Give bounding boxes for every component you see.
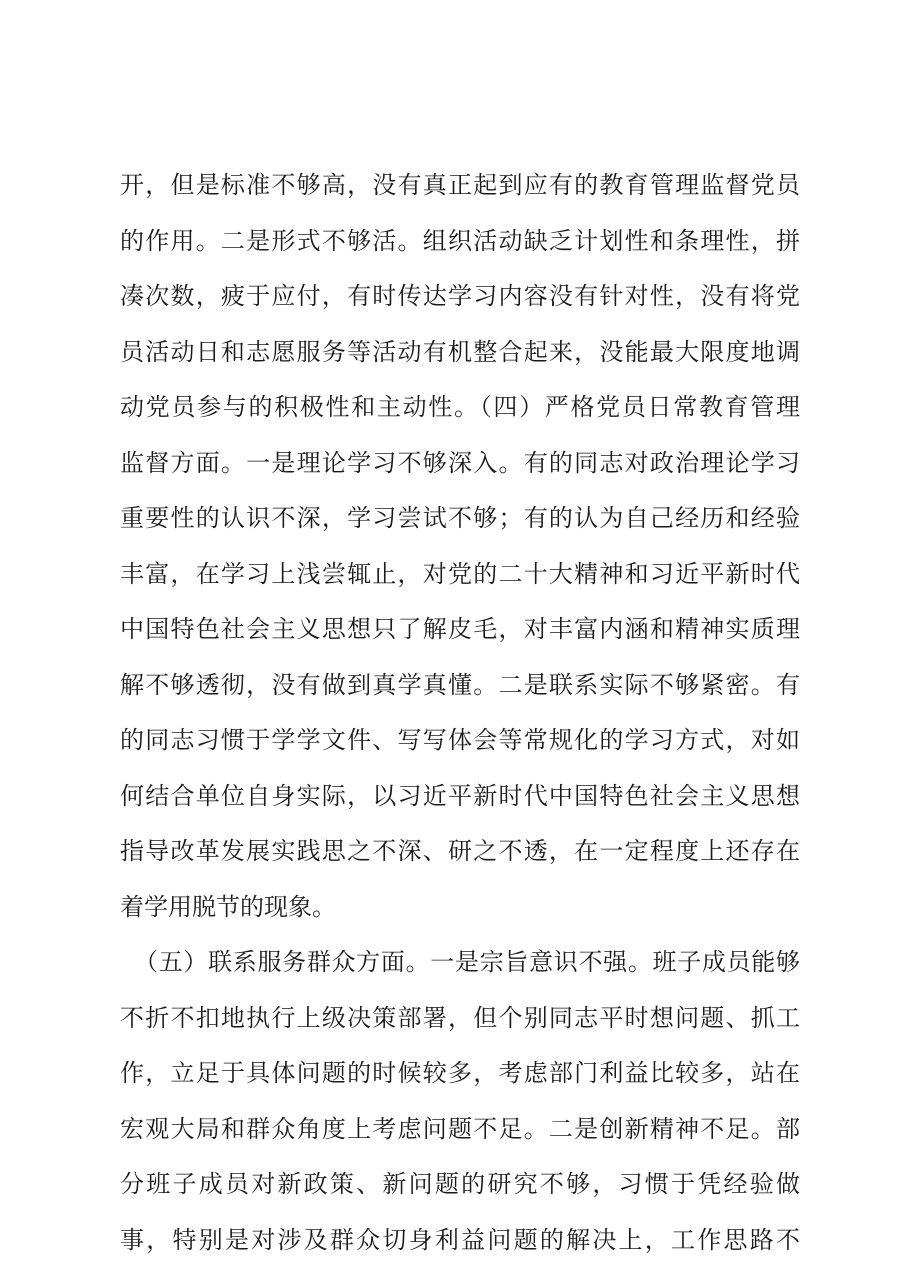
- text-line: 的同志习惯于学学文件、写写体会等常规化的学习方式，对如: [120, 726, 800, 754]
- text-line: 丰富，在学习上浅尝辄止，对党的二十大精神和习近平新时代: [120, 559, 800, 588]
- text-line: 解不够透彻，没有做到真学真懂。二是联系实际不够紧密。有: [120, 670, 800, 699]
- text-line: 中国特色社会主义思想只了解皮毛，对丰富内涵和精神实质理: [120, 615, 800, 643]
- text-line: 动党员参与的积极性和主动性。（四）严格党员日常教育管理: [120, 393, 800, 421]
- text-line: 的作用。二是形式不够活。组织活动缺乏计划性和条理性，拼: [120, 226, 800, 255]
- text-line: 开，但是标准不够高，没有真正起到应有的教育管理监督党员: [120, 171, 800, 199]
- text-line: 监督方面。一是理论学习不够深入。有的同志对政治理论学习: [120, 448, 800, 477]
- text-line: 不折不扣地执行上级决策部署，但个别同志平时想问题、抓工: [120, 1003, 800, 1032]
- text-line: 员活动日和志愿服务等活动有机整合起来，没能最大限度地调: [120, 337, 800, 366]
- text-line: 凑次数，疲于应付，有时传达学习内容没有针对性，没有将党: [120, 282, 800, 310]
- text-line: 何结合单位自身实际，以习近平新时代中国特色社会主义思想: [120, 781, 800, 810]
- text-line: 分班子成员对新政策、新问题的研究不够，习惯于凭经验做: [120, 1170, 800, 1198]
- text-line: 事，特别是对涉及群众切身利益问题的解决上，工作思路不: [120, 1225, 800, 1254]
- text-line: 着学用脱节的现象。: [120, 892, 336, 921]
- text-line: 指导改革发展实践思之不深、研之不透，在一定程度上还存在: [120, 837, 800, 865]
- text-line: 重要性的认识不深，学习尝试不够；有的认为自己经历和经验: [120, 504, 800, 532]
- body-text: [120, 158, 800, 1268]
- paragraph-start-line: （五）联系服务群众方面。一是宗旨意识不强。班子成员能够: [134, 948, 800, 976]
- text-line: 作，立足于具体问题的时候较多，考虑部门利益比较多，站在: [120, 1059, 800, 1087]
- text-line: 宏观大局和群众角度上考虑问题不足。二是创新精神不足。部: [120, 1114, 800, 1143]
